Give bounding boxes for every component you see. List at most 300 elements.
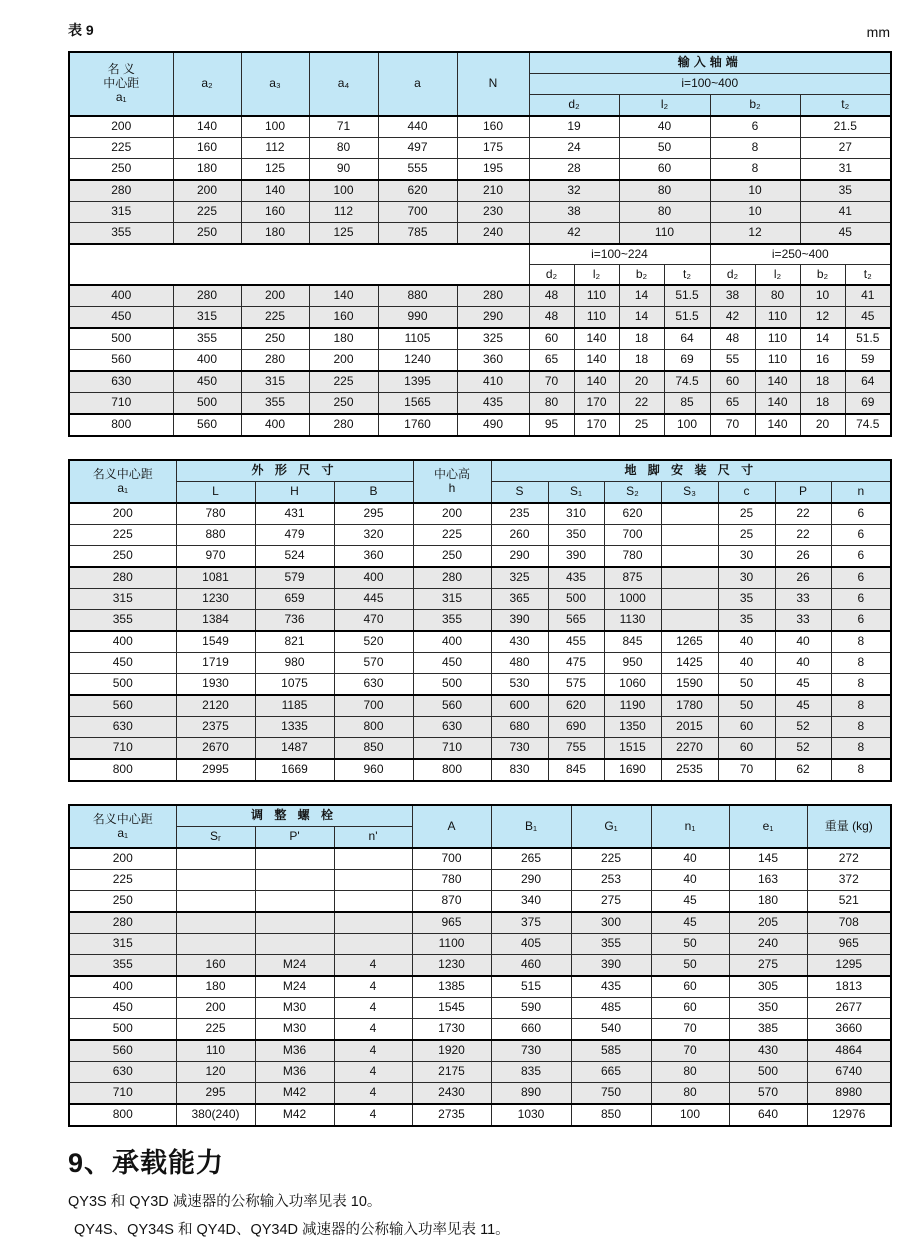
cell: 195 — [457, 159, 529, 181]
cell: 530 — [491, 674, 548, 696]
cell: 520 — [334, 631, 413, 653]
table-row — [69, 350, 891, 372]
cell: 19 — [529, 116, 619, 138]
cell: 110 — [619, 223, 710, 245]
cell: 22 — [619, 393, 664, 415]
col-header-d2: d₂ — [529, 265, 574, 286]
col-header-weight: 重量 (kg) — [807, 805, 891, 848]
cell: 20 — [800, 414, 845, 436]
cell: 51.5 — [664, 285, 710, 307]
cell: 6 — [831, 610, 891, 632]
cell: 200 — [309, 350, 378, 372]
col-header-S1: S₁ — [548, 482, 604, 504]
cell: 295 — [176, 1083, 255, 1105]
cell: 280 — [309, 414, 378, 436]
cell: 10 — [710, 202, 800, 223]
cell: 200 — [69, 116, 173, 138]
cell: 850 — [571, 1104, 651, 1126]
cell: 170 — [574, 414, 619, 436]
cell: 700 — [412, 848, 491, 870]
cell: 785 — [378, 223, 457, 245]
cell: 360 — [457, 350, 529, 372]
col-header-d2: d₂ — [710, 265, 755, 286]
cell: 540 — [571, 1019, 651, 1041]
cell — [661, 503, 718, 525]
cell: 890 — [491, 1083, 571, 1105]
cell: 64 — [664, 328, 710, 350]
cell: 435 — [571, 976, 651, 998]
cell: 4 — [334, 976, 412, 998]
col-header-B: B — [334, 482, 413, 504]
cell: 100 — [241, 116, 309, 138]
cell: 400 — [69, 631, 176, 653]
cell: 59 — [845, 350, 891, 372]
cell: 880 — [378, 285, 457, 307]
cell: 180 — [176, 976, 255, 998]
cell: 45 — [845, 307, 891, 329]
cell: 780 — [412, 870, 491, 891]
cell: 24 — [529, 138, 619, 159]
cell — [661, 567, 718, 589]
cell: 555 — [378, 159, 457, 181]
cell: 85 — [664, 393, 710, 415]
table1-rows-lower — [69, 285, 891, 436]
cell: 22 — [775, 525, 831, 546]
cell: 52 — [775, 717, 831, 738]
cell: 3660 — [807, 1019, 891, 1041]
cell: 521 — [807, 891, 891, 913]
cell: 800 — [69, 1104, 176, 1126]
cell: 110 — [574, 307, 619, 329]
cell: 62 — [775, 759, 831, 781]
cell: 225 — [69, 870, 176, 891]
cell: 38 — [529, 202, 619, 223]
body-text-line: QY3S 和 QY3D 减速器的公称输入功率见表 10。 — [68, 1194, 382, 1210]
cell: 1130 — [604, 610, 661, 632]
cell: 140 — [755, 371, 800, 393]
cell: 8 — [831, 653, 891, 674]
cell: 325 — [491, 567, 548, 589]
cell — [661, 525, 718, 546]
section-heading: 9、承载能力 — [68, 1148, 225, 1178]
cell: 385 — [729, 1019, 807, 1041]
cell: 14 — [619, 307, 664, 329]
cell: 225 — [309, 371, 378, 393]
body-text-line: QY4S、QY34S 和 QY4D、QY34D 减速器的公称输入功率见表 11。 — [74, 1222, 510, 1238]
cell: 1487 — [255, 738, 334, 760]
table-row — [69, 285, 891, 307]
cell: 50 — [619, 138, 710, 159]
col-header-Sr: Sᵣ — [176, 827, 255, 849]
cell: 4 — [334, 955, 412, 977]
table-row — [69, 116, 891, 138]
cell: 42 — [529, 223, 619, 245]
cell: 1669 — [255, 759, 334, 781]
ratio-header-250-400: i=250~400 — [710, 244, 891, 265]
cell: 560 — [413, 695, 491, 717]
unit-label: mm — [866, 24, 890, 40]
col-header-b2: b₂ — [800, 265, 845, 286]
cell: 590 — [491, 998, 571, 1019]
cell: 630 — [334, 674, 413, 696]
table-outline-foot-dimensions — [68, 459, 892, 782]
cell: 970 — [176, 546, 255, 568]
table-row — [69, 653, 891, 674]
cell: 200 — [69, 503, 176, 525]
cell: 163 — [729, 870, 807, 891]
cell: 800 — [69, 759, 176, 781]
cell: 450 — [69, 307, 173, 329]
cell: 18 — [619, 350, 664, 372]
cell: 736 — [255, 610, 334, 632]
cell: 40 — [718, 631, 775, 653]
cell: 145 — [729, 848, 807, 870]
cell: 980 — [255, 653, 334, 674]
cell: 500 — [173, 393, 241, 415]
cell — [255, 912, 334, 934]
cell: 6 — [831, 525, 891, 546]
col-header-n1: n₁ — [651, 805, 729, 848]
table-row — [69, 955, 891, 977]
table-row — [69, 546, 891, 568]
cell: 275 — [571, 891, 651, 913]
cell: 240 — [457, 223, 529, 245]
cell: 230 — [457, 202, 529, 223]
cell: 325 — [457, 328, 529, 350]
cell: 340 — [491, 891, 571, 913]
cell: 560 — [173, 414, 241, 436]
cell — [255, 934, 334, 955]
cell: 430 — [729, 1040, 807, 1062]
table-row — [69, 695, 891, 717]
cell: 110 — [755, 307, 800, 329]
cell: 280 — [69, 912, 176, 934]
cell: 110 — [755, 350, 800, 372]
col-header-S2: S₂ — [604, 482, 661, 504]
cell: 4 — [334, 1083, 412, 1105]
cell: 515 — [491, 976, 571, 998]
cell: 500 — [69, 1019, 176, 1041]
cell: 355 — [69, 223, 173, 245]
cell: 380(240) — [176, 1104, 255, 1126]
col-header-t2: t₂ — [845, 265, 891, 286]
table-row — [69, 610, 891, 632]
cell: 275 — [729, 955, 807, 977]
cell: 45 — [800, 223, 891, 245]
cell: 35 — [718, 610, 775, 632]
cell: 360 — [334, 546, 413, 568]
cell: 390 — [491, 610, 548, 632]
cell: 80 — [529, 393, 574, 415]
cell: 48 — [529, 307, 574, 329]
cell: 1545 — [412, 998, 491, 1019]
cell: 20 — [619, 371, 664, 393]
group-header-foot-mounting: 地 脚 安 装 尺 寸 — [491, 460, 891, 482]
cell: 51.5 — [664, 307, 710, 329]
table1-rows-upper — [69, 116, 891, 244]
col-header-d2: d₂ — [529, 95, 619, 117]
cell: 821 — [255, 631, 334, 653]
cell: 6 — [831, 589, 891, 610]
cell: 1590 — [661, 674, 718, 696]
cell: 140 — [173, 116, 241, 138]
table-row — [69, 1019, 891, 1041]
table-row — [69, 934, 891, 955]
cell: 22 — [775, 503, 831, 525]
cell: 112 — [309, 202, 378, 223]
cell: 225 — [173, 202, 241, 223]
cell: 8 — [831, 674, 891, 696]
cell: 60 — [718, 717, 775, 738]
cell: 175 — [457, 138, 529, 159]
cell: 400 — [173, 350, 241, 372]
cell: 69 — [845, 393, 891, 415]
cell: 60 — [529, 328, 574, 350]
cell: 950 — [604, 653, 661, 674]
cell: 6 — [710, 116, 800, 138]
group-header-adjust-bolt: 调 整 螺 栓 — [176, 805, 412, 827]
cell: 21.5 — [800, 116, 891, 138]
title-bar — [68, 20, 890, 40]
cell: 64 — [845, 371, 891, 393]
cell: 400 — [69, 976, 176, 998]
cell: 315 — [173, 307, 241, 329]
cell — [334, 912, 412, 934]
cell: 95 — [529, 414, 574, 436]
cell: 205 — [729, 912, 807, 934]
cell: 355 — [69, 610, 176, 632]
cell: 8 — [831, 759, 891, 781]
cell: 74.5 — [845, 414, 891, 436]
cell: 80 — [309, 138, 378, 159]
cell: 870 — [412, 891, 491, 913]
cell: 225 — [69, 138, 173, 159]
cell: 240 — [729, 934, 807, 955]
cell: 4 — [334, 1062, 412, 1083]
cell: 524 — [255, 546, 334, 568]
cell: 565 — [548, 610, 604, 632]
cell: 372 — [807, 870, 891, 891]
cell: 830 — [491, 759, 548, 781]
cell — [661, 546, 718, 568]
cell: 390 — [571, 955, 651, 977]
cell: 2015 — [661, 717, 718, 738]
cell: 497 — [378, 138, 457, 159]
cell: 290 — [491, 870, 571, 891]
cell: 965 — [412, 912, 491, 934]
col-header-a1: 名 义 中心距 a₁ — [69, 52, 173, 116]
cell: 25 — [718, 503, 775, 525]
cell — [255, 848, 334, 870]
cell: 2270 — [661, 738, 718, 760]
cell: 71 — [309, 116, 378, 138]
cell: 560 — [69, 695, 176, 717]
cell: 435 — [548, 567, 604, 589]
cell: 875 — [604, 567, 661, 589]
cell: 405 — [491, 934, 571, 955]
cell: 180 — [173, 159, 241, 181]
cell: 33 — [775, 610, 831, 632]
cell: 390 — [548, 546, 604, 568]
cell: 26 — [775, 567, 831, 589]
col-header-N: N — [457, 52, 529, 116]
cell: 225 — [241, 307, 309, 329]
table-row — [69, 759, 891, 781]
cell — [334, 891, 412, 913]
cell: 315 — [69, 202, 173, 223]
cell: 2677 — [807, 998, 891, 1019]
cell: 500 — [69, 328, 173, 350]
cell: 1930 — [176, 674, 255, 696]
cell: 125 — [241, 159, 309, 181]
cell: 700 — [604, 525, 661, 546]
cell: 1813 — [807, 976, 891, 998]
cell: 10 — [800, 285, 845, 307]
cell: 1730 — [412, 1019, 491, 1041]
cell: 25 — [619, 414, 664, 436]
cell: 620 — [604, 503, 661, 525]
cell: 560 — [69, 350, 173, 372]
cell: 28 — [529, 159, 619, 181]
cell: 140 — [574, 328, 619, 350]
cell: 250 — [413, 546, 491, 568]
cell: 1760 — [378, 414, 457, 436]
cell: 48 — [529, 285, 574, 307]
cell: 30 — [718, 546, 775, 568]
cell: 450 — [173, 371, 241, 393]
cell — [176, 912, 255, 934]
cell: 40 — [775, 653, 831, 674]
cell: 315 — [69, 589, 176, 610]
cell: 8980 — [807, 1083, 891, 1105]
cell: 1395 — [378, 371, 457, 393]
table-row — [69, 631, 891, 653]
col-header-a1: 名义中心距 a₁ — [69, 805, 176, 848]
cell: 690 — [548, 717, 604, 738]
cell: 435 — [457, 393, 529, 415]
cell: 430 — [491, 631, 548, 653]
table-row — [69, 503, 891, 525]
table2-header — [69, 460, 891, 503]
cell: 48 — [710, 328, 755, 350]
table-row — [69, 414, 891, 436]
cell: 120 — [176, 1062, 255, 1083]
cell: M36 — [255, 1062, 334, 1083]
cell: 35 — [800, 180, 891, 202]
cell: 500 — [729, 1062, 807, 1083]
cell: 780 — [176, 503, 255, 525]
cell: 355 — [173, 328, 241, 350]
table-row — [69, 912, 891, 934]
cell: 65 — [529, 350, 574, 372]
cell: 479 — [255, 525, 334, 546]
cell: 31 — [800, 159, 891, 181]
cell: 41 — [845, 285, 891, 307]
cell: 200 — [413, 503, 491, 525]
cell: 8 — [710, 138, 800, 159]
cell: 280 — [413, 567, 491, 589]
cell: M42 — [255, 1104, 334, 1126]
cell: 70 — [529, 371, 574, 393]
table-row — [69, 998, 891, 1019]
cell: 10 — [710, 180, 800, 202]
cell: 180 — [309, 328, 378, 350]
cell: 250 — [173, 223, 241, 245]
table2-rows — [69, 503, 891, 781]
cell: 280 — [241, 350, 309, 372]
table-row — [69, 223, 891, 245]
cell: 475 — [548, 653, 604, 674]
cell: 300 — [571, 912, 651, 934]
table-row — [69, 393, 891, 415]
table-row — [69, 1062, 891, 1083]
col-header-a1: 名义中心距 a₁ — [69, 460, 176, 503]
cell: 410 — [457, 371, 529, 393]
cell: 80 — [755, 285, 800, 307]
cell: 235 — [491, 503, 548, 525]
cell: 310 — [548, 503, 604, 525]
cell: 60 — [651, 976, 729, 998]
cell: 2430 — [412, 1083, 491, 1105]
cell: 1030 — [491, 1104, 571, 1126]
col-header-S: S — [491, 482, 548, 504]
cell: 250 — [69, 546, 176, 568]
cell: M24 — [255, 955, 334, 977]
cell: 253 — [571, 870, 651, 891]
table-number-label: 表 9 — [68, 22, 94, 38]
cell: 835 — [491, 1062, 571, 1083]
col-header-a4: a₄ — [309, 52, 378, 116]
cell: 225 — [176, 1019, 255, 1041]
cell: 1075 — [255, 674, 334, 696]
cell: 6740 — [807, 1062, 891, 1083]
cell: 630 — [69, 1062, 176, 1083]
cell: 400 — [69, 285, 173, 307]
cell: 140 — [309, 285, 378, 307]
cell: 125 — [309, 223, 378, 245]
cell: 70 — [710, 414, 755, 436]
cell: 52 — [775, 738, 831, 760]
cell: 780 — [604, 546, 661, 568]
cell: 14 — [800, 328, 845, 350]
cell: 110 — [176, 1040, 255, 1062]
cell: 290 — [491, 546, 548, 568]
cell: 585 — [571, 1040, 651, 1062]
table-row — [69, 138, 891, 159]
cell: 160 — [241, 202, 309, 223]
cell: 1230 — [176, 589, 255, 610]
cell: 8 — [831, 717, 891, 738]
cell: 315 — [69, 934, 176, 955]
cell: 660 — [491, 1019, 571, 1041]
col-header-P-prime: P' — [255, 827, 334, 849]
cell: 295 — [334, 503, 413, 525]
cell: 45 — [775, 695, 831, 717]
col-header-l2: l₂ — [574, 265, 619, 286]
cell: 250 — [309, 393, 378, 415]
table-bolt-weight — [68, 804, 892, 1127]
cell: 350 — [548, 525, 604, 546]
cell: 1350 — [604, 717, 661, 738]
cell: 665 — [571, 1062, 651, 1083]
cell: 365 — [491, 589, 548, 610]
cell: 960 — [334, 759, 413, 781]
cell: 50 — [718, 674, 775, 696]
cell: 14 — [619, 285, 664, 307]
cell: 51.5 — [845, 328, 891, 350]
cell: 575 — [548, 674, 604, 696]
cell: 30 — [718, 567, 775, 589]
